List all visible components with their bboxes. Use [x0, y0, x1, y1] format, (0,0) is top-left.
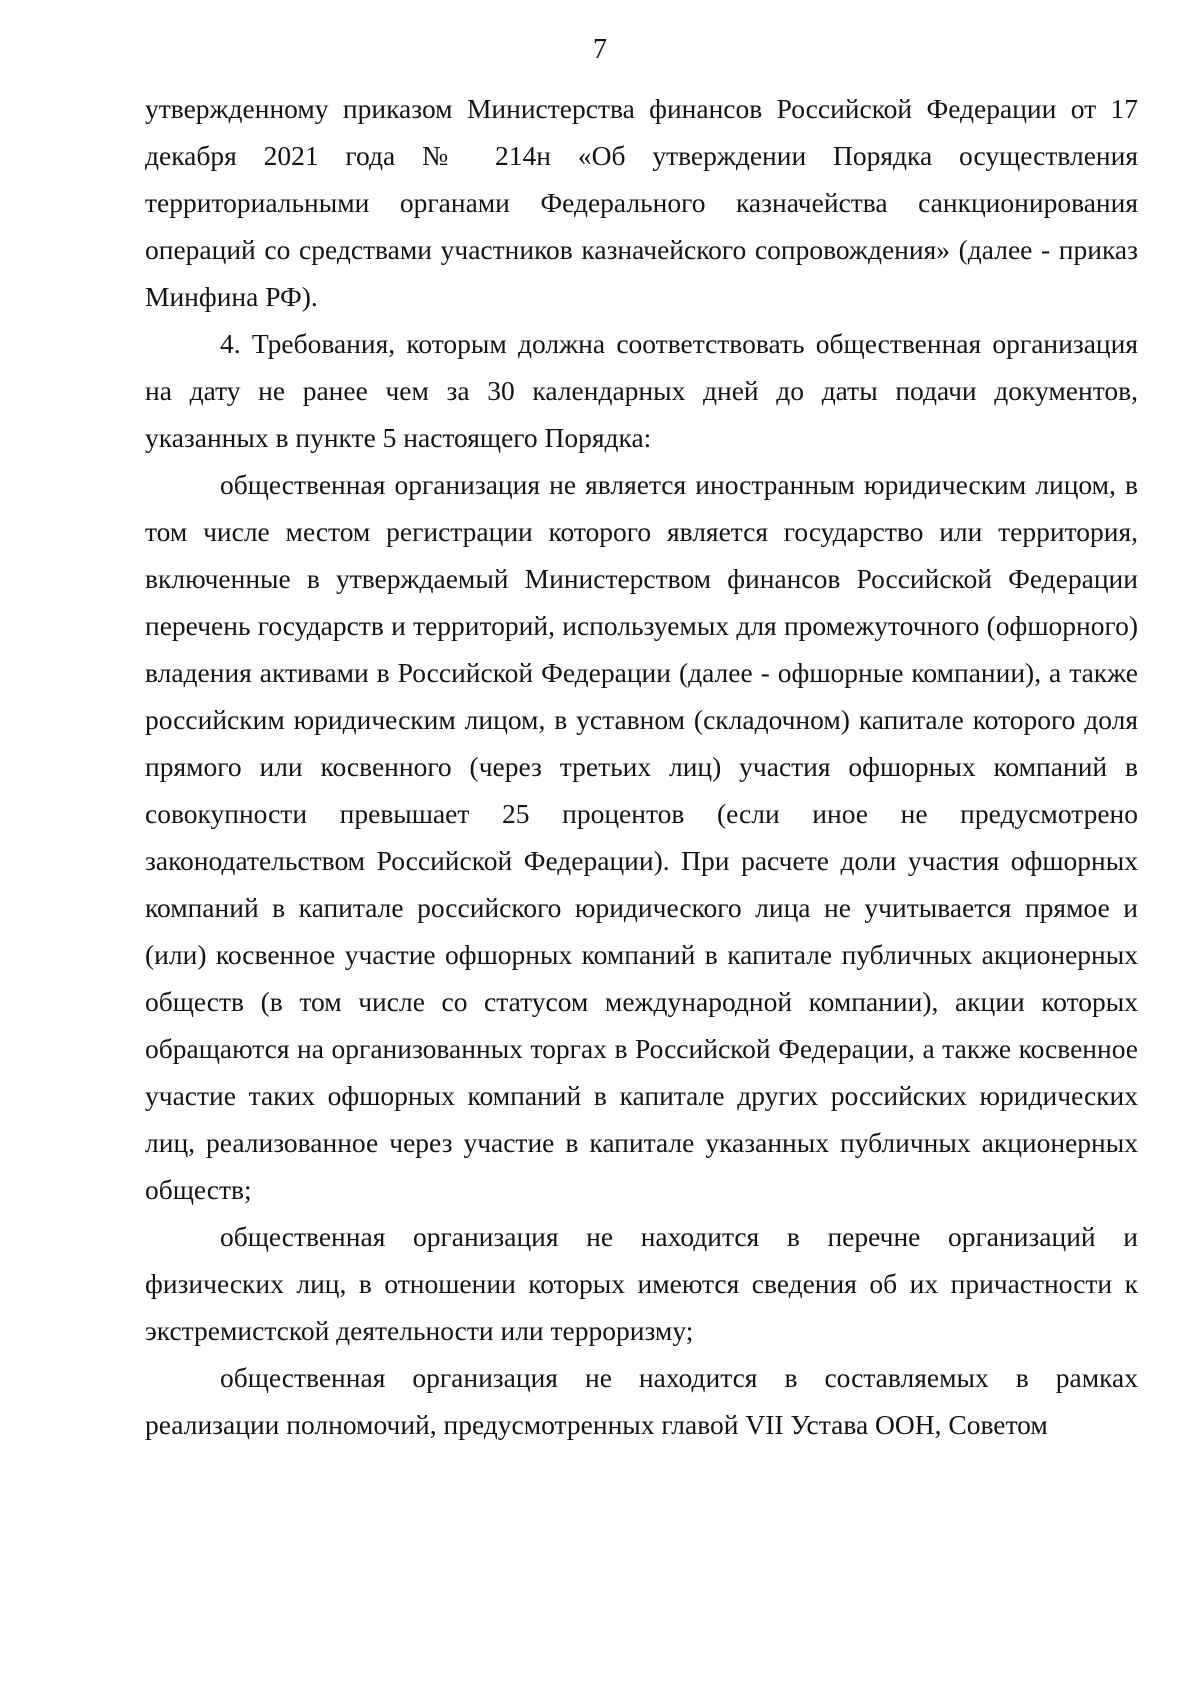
paragraph-item-4: 4. Требования, которым должна соответствовать общественная организация на дату не ранее чем за 30 календарных дней до даты подачи документов, указанных в пункте 5 настоящего Порядка: [145, 328, 1138, 453]
paragraph-continuation: утвержденному приказом Министерства финансов Российской Федерации от 17 декабря 2021 года № 214н «Об утверждении Порядка осуществления территориальными органами Федерального казначейства санкционирования операций со средствами участников казначейского сопровождения» (далее - приказ Минфина РФ). [145, 93, 1138, 312]
page-number: 7 [593, 34, 607, 65]
paragraph-extremism-requirement: общественная организация не находится в перечне организаций и физических лиц, в отношении которых имеются сведения об их причастности к экстремистской деятельности или терроризму; [145, 1221, 1138, 1346]
paragraph-un-charter-requirement: общественная организация не находится в составляемых в рамках реализации полномочий, предусмотренных главой VII Устава ООН, Советом [145, 1362, 1138, 1440]
document-body [145, 85, 1138, 1448]
paragraph-offshore-requirement: общественная организация не является иностранным юридическим лицом, в том числе местом регистрации которого является государство или территория, включенные в утверждаемый Министерством финансов Российской Федерации перечень государств и территорий, используемых для промежуточного (офшорного) владения активами в Российской Федерации (далее - офшорные компании), а также российским юридическим лицом, в уставном (складочном) капитале которого доля прямого или косвенного (через третьих лиц) участия офшорных компаний в совокупности превышает 25 процентов (если иное не предусмотрено законодательством Российской Федерации). При расчете доли участия офшорных компаний в капитале российского юридического лица не учитывается прямое и (или) косвенное участие офшорных компаний в капитале публичных акционерных обществ (в том числе со статусом международной компании), акции которых обращаются на организованных торгах в Российской Федерации, а также косвенное участие таких офшорных компаний в капитале других российских юридических лиц, реализованное через участие в капитале указанных публичных акционерных обществ; [145, 469, 1138, 1205]
